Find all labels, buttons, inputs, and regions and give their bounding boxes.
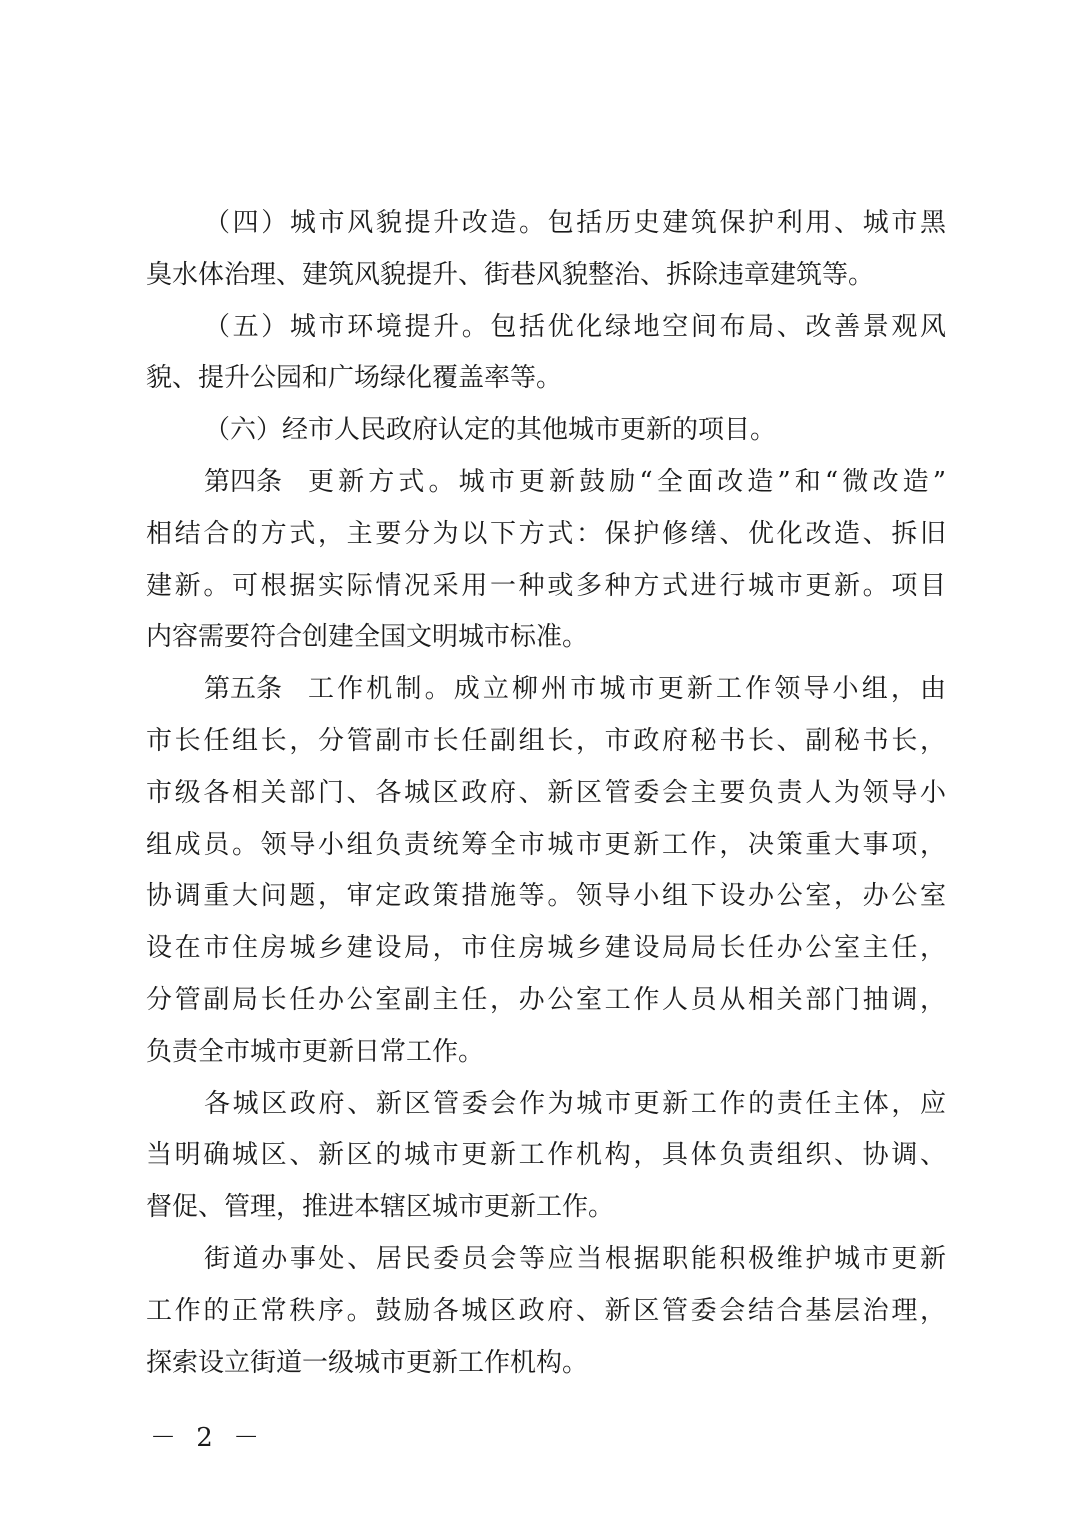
text-line (146, 1182, 946, 1234)
page-number: － 2 － (150, 1423, 266, 1453)
text-line (146, 664, 946, 716)
line-text: 各城区政府、新区管委会作为城市更新工作的责任主体，应 (204, 1088, 946, 1119)
line-text: 更新方式。城市更新鼓励“全面改造”和“微改造” (308, 466, 946, 497)
text-line (146, 1338, 946, 1390)
line-text: （六）经市人民政府认定的其他城市更新的项目。 (204, 415, 777, 446)
line-text: 负责全市城市更新日常工作。 (146, 1036, 485, 1067)
line-text: 臭水体治理、建筑风貌提升、街巷风貌整治、拆除违章建筑等。 (146, 259, 875, 290)
line-text: 市长任组长，分管副市长任副组长，市政府秘书长、副秘书长， (146, 725, 946, 756)
text-line (146, 1079, 946, 1131)
text-line (146, 250, 946, 302)
line-text: 相结合的方式，主要分为以下方式：保护修缮、优化改造、拆旧 (146, 518, 946, 549)
line-text: 探索设立街道一级城市更新工作机构。 (146, 1347, 589, 1378)
text-line (146, 457, 946, 509)
article-heading: 第四条 (204, 466, 283, 497)
text-line (146, 1286, 946, 1338)
line-text: （四）城市风貌提升改造。包括历史建筑保护利用、城市黑 (204, 208, 946, 238)
line-text: 设在市住房城乡建设局，市住房城乡建设局局长任办公室主任， (146, 933, 946, 964)
line-text: 协调重大问题，审定政策措施等。领导小组下设办公室，办公室 (146, 881, 946, 912)
text-line (146, 612, 946, 664)
line-text: 工作的正常秩序。鼓励各城区政府、新区管委会结合基层治理， (146, 1295, 946, 1326)
line-text: 督促、管理，推进本辖区城市更新工作。 (146, 1192, 615, 1223)
line-text: 街道办事处、居民委员会等应当根据职能积极维护城市更新 (204, 1243, 946, 1274)
text-line (146, 353, 946, 405)
text-line (146, 1130, 946, 1182)
article-heading: 第五条 (204, 674, 283, 705)
text-line (146, 871, 946, 923)
text-line (146, 405, 946, 457)
line-text: 内容需要符合创建全国文明城市标准。 (146, 622, 589, 653)
text-line (146, 716, 946, 768)
text-line (146, 1234, 946, 1286)
text-line (146, 509, 946, 561)
text-line (146, 975, 946, 1027)
text-line (146, 302, 946, 354)
line-text: 工作机制。成立柳州市城市更新工作领导小组，由 (308, 674, 946, 705)
line-text: 市级各相关部门、各城区政府、新区管委会主要负责人为领导小 (146, 777, 946, 808)
text-line (146, 768, 946, 820)
line-text: 貌、提升公园和广场绿化覆盖率等。 (146, 363, 563, 394)
document-body (146, 198, 946, 1389)
line-text: （五）城市环境提升。包括优化绿地空间布局、改善景观风 (204, 311, 946, 342)
line-text: 当明确城区、新区的城市更新工作机构，具体负责组织、协调、 (146, 1140, 946, 1171)
text-line (146, 820, 946, 872)
text-line (146, 198, 946, 250)
text-line (146, 923, 946, 975)
line-text: 组成员。领导小组负责统筹全市城市更新工作，决策重大事项， (146, 829, 946, 860)
line-text: 分管副局长任办公室副主任，办公室工作人员从相关部门抽调， (146, 984, 946, 1015)
text-line (146, 1027, 946, 1079)
text-line (146, 561, 946, 613)
line-text: 建新。可根据实际情况采用一种或多种方式进行城市更新。项目 (146, 570, 946, 601)
